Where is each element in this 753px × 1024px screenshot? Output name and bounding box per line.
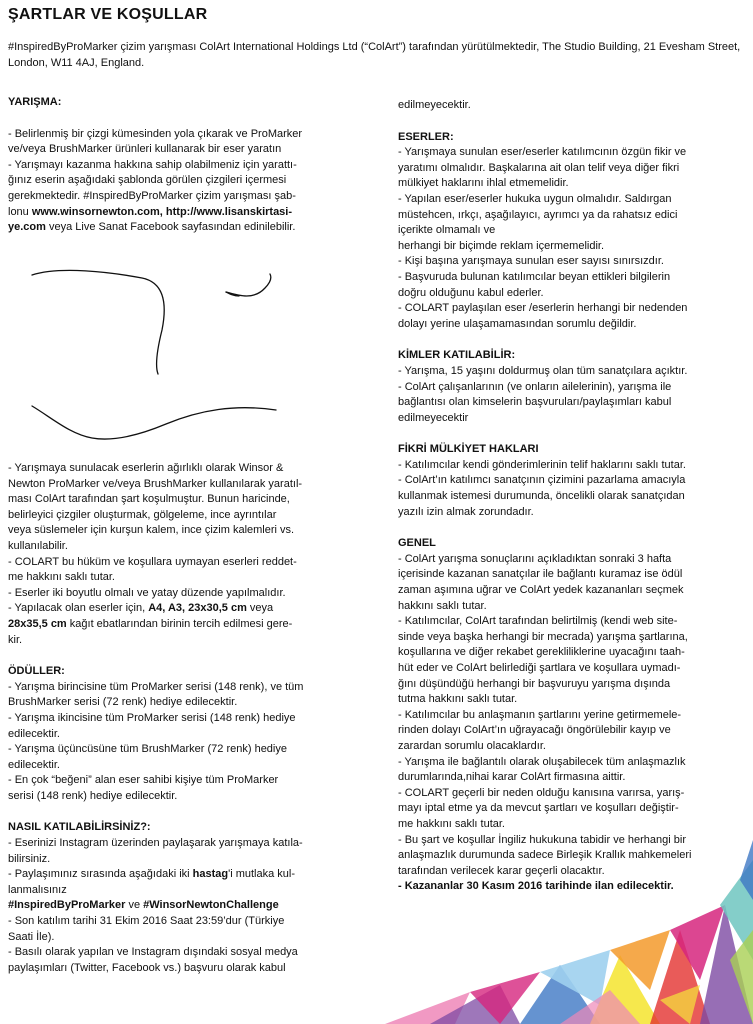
text-line: - Yarışma, 15 yaşını doldurmuş olan tüm sanatçılara açıktır.: [398, 364, 688, 377]
text-line: kir.: [8, 633, 23, 646]
text-line: - COLART bu hüküm ve koşullara uymayan eserleri reddet-: [8, 555, 297, 568]
text-line: edilecektir.: [8, 727, 60, 740]
text-line: - Katılımcılar, ColArt tarafından belirtilmiş (kendi web site-: [398, 615, 678, 628]
text-line: - Katılımcılar bu anlaşmanın şartlarını yerine getirmemele-: [398, 708, 682, 721]
text-line: me hakkını saklı tutar.: [398, 817, 505, 830]
page-title: ŞARTLAR VE KOŞULLAR: [8, 6, 208, 23]
text-line: zaman aşımına uğrar ve ColArt yedek kazananları seçmek: [398, 584, 684, 597]
text-line: tutma hakkını saklı tutar.: [398, 693, 518, 706]
paper-size-text: 28x35,5 cm: [8, 617, 67, 630]
text-line: - Eserler iki boyutlu olmalı ve yatay düzende yapılmalıdır.: [8, 586, 286, 599]
text-line: ğını düşündüğü herhangi bir başvuruyu yarışma dışında: [398, 677, 671, 690]
text-line: ve/veya BrushMarker ürünleri kullanarak bir eser yaratın: [8, 143, 282, 156]
text-line: [8, 617, 338, 633]
text-line: mülkiyet haklarını ihlal etmemelidir.: [398, 177, 569, 190]
text-line: - COLART geçerli bir neden olduğu kanısına varırsa, yarış-: [398, 786, 685, 799]
text-line: - Yarışmaya sunulan eser/eserler katılımcının özgün fikir ve: [398, 146, 687, 159]
text-line: - ColArt çalışanlarının (ve onların ailelerinin), yarışma ile: [398, 380, 672, 393]
left-column-bottom: [8, 461, 338, 976]
text-span: veya: [246, 602, 274, 615]
section-heading-kimler-katilabilir: KİMLER KATILABİLİR:: [398, 349, 516, 362]
section-heading-oduller: ÖDÜLLER:: [8, 665, 65, 678]
text-line: hüt eder ve ColArt belirlediği şartlara ve koşullara uymadı-: [398, 662, 681, 674]
text-line: [8, 867, 338, 883]
text-line: - Bu şart ve koşullar İngiliz hukukuna tabidir ve herhangi bir: [398, 833, 686, 846]
text-line: - Basılı olarak yapılan ve Instagram dışındaki sosyal medya: [8, 946, 298, 959]
website-link-text: www.winsornewton.com, http://www.lisanskirtasi-: [31, 205, 293, 218]
text-line: zarardan sorumlu olacaklardır.: [398, 739, 546, 752]
text-line: ması ColArt tarafından şart koşulmuştur. Bunun haricinde,: [8, 493, 290, 506]
text-line: herhangi bir biçimde reklam içermemelidir.: [398, 239, 605, 252]
section-heading-nasil-katilabilirsiniz: NASIL KATILABİLİRSİNİZ?:: [8, 821, 151, 834]
hashtag-text: #InspiredByProMarker: [8, 899, 126, 912]
text-line: BrushMarker serisi (72 renk) hediye edilecektir.: [8, 696, 238, 709]
winners-announcement: - Kazananlar 30 Kasım 2016 tarihinde ilan edilecektir.: [398, 880, 674, 893]
text-span: lonu: [8, 205, 32, 218]
text-line: anlaşmazlık durumunda sadece Birleşik Krallık mahkemeleri: [398, 849, 692, 862]
text-line: - COLART paylaşılan eser /eserlerin herhangi bir nedenden: [398, 302, 688, 315]
text-line: - Yarışmayı kazanma hakkına sahip olabilmeniz için yarattı-: [8, 158, 297, 171]
text-line: kullanmak istemesi durumunda, öncelikli olarak sanatçıdan: [398, 490, 685, 503]
section-heading-fikri-mulkiyet: FİKRİ MÜLKİYET HAKLARI: [398, 443, 539, 456]
text-line: serisi (148 renk) hediye edilecektir.: [8, 789, 178, 802]
text-line: - ColArt’ın katılımcı sanatçının çizimini pazarlama amacıyla: [398, 474, 686, 487]
text-line: hakkını saklı tutar.: [398, 599, 487, 612]
text-line: içerikte olmamalı ve: [398, 224, 496, 237]
text-line: yazılı izin almak zorundadır.: [398, 505, 534, 518]
text-line: - Başvuruda bulunan katılımcılar beyan ettikleri bilgilerin: [398, 270, 671, 283]
text-line: - Yarışma birincisine tüm ProMarker serisi (148 renk), ve tüm: [8, 680, 304, 693]
text-line: edilecektir.: [8, 758, 60, 771]
intro-paragraph: #InspiredByProMarker çizim yarışması ColArt International Holdings Ltd (“ColArt”) tarafından yürütülmektedir, The Studio Building, 21 Evesham Street, London, W11 4AJ, England.: [8, 41, 741, 69]
text-line: durumlarında,nihai karar ColArt firmasına aittir.: [398, 771, 626, 784]
text-line: [8, 601, 338, 617]
text-line: rinden dolayı ColArt’ın uğrayacağı öngörülebilir kayıp ve: [398, 724, 671, 737]
right-column: [398, 98, 733, 895]
text-line: - Yapılan eser/eserler hukuka uygun olmalıdır. Saldırgan: [398, 192, 672, 205]
text-span: hastag: [192, 868, 229, 881]
text-line: [8, 898, 338, 914]
text-line: gerekmektedir. #InspiredByProMarker çizim yarışması şab-: [8, 189, 296, 202]
template-line-drawing-icon: [30, 238, 280, 448]
text-line: - Eserinizi Instagram üzerinden paylaşarak yarışmaya katıla-: [8, 837, 303, 850]
text-line: edilmeyecektir: [398, 411, 469, 424]
text-line: - ColArt yarışma sonuçlarını açıkladıktan sonraki 3 hafta: [398, 552, 672, 565]
text-line: - Yarışma üçüncüsüne tüm BrushMarker (72 renk) hediye: [8, 743, 287, 756]
section-heading-eserler: ESERLER:: [398, 130, 454, 143]
text-line: ğınız eserin aşağıdaki şablonda görülen çizgileri içermesi: [8, 174, 287, 187]
text-line: lanmalısınız: [8, 883, 67, 896]
text-line: bağlantısı olan kimselerin başvuruları/paylaşımları kabul: [398, 396, 672, 409]
text-line: - Yarışmaya sunulacak eserlerin ağırlıklı olarak Winsor &: [8, 462, 284, 474]
text-line: dolayı yerine ulaşamamasından sorumlu değildir.: [398, 317, 637, 330]
section-heading-genel: GENEL: [398, 537, 436, 550]
text-line: - Son katılım tarihi 31 Ekim 2016 Saat 23:59’dur (Türkiye: [8, 915, 285, 928]
text-span: 'i mutlaka kul-: [228, 868, 296, 881]
text-line: - Belirlenmiş bir çizgi kümesinden yola çıkarak ve ProMarker: [8, 127, 303, 140]
text-line: içerisinde kazanan sanatçılar ile bağlantı kuramaz ise ödül: [398, 568, 683, 581]
paper-size-text: A4, A3, 23x30,5 cm: [148, 602, 247, 615]
section-heading-yarisma: YARIŞMA:: [8, 96, 62, 108]
text-line: sinde veya başka herhangi bir mecrada) yarışma şartlarına,: [398, 630, 688, 643]
text-line: [8, 205, 338, 221]
text-span: - Paylaşımınız sırasında aşağıdaki iki: [8, 868, 193, 881]
website-link-text: ye.com: [8, 221, 46, 234]
text-line: - Katılımcılar kendi gönderimlerinin telif haklarını saklı tutar.: [398, 458, 686, 471]
text-span: kağıt ebatlarından birinin tercih edilmesi gere-: [66, 617, 293, 630]
text-line: mayı iptal etme ya da mevcut şartları ve koşulları değiştir-: [398, 802, 679, 815]
hashtag-text: #WinsorNewtonChallenge: [143, 899, 279, 912]
text-line: Newton ProMarker ve/veya BrushMarker kullanılarak yaratıl-: [8, 477, 303, 490]
text-line: edilmeyecektir.: [398, 99, 471, 111]
text-line: Saati İle).: [8, 930, 55, 943]
text-line: tarafından verilecek karar geçerli olacaktır.: [398, 864, 605, 877]
text-line: koşullarına ve diğer rekabet gerekliliklerine uyacağını taah-: [398, 646, 685, 659]
text-line: belirleyici çizgiler oluşturmak, gölgeleme, ince ayrıntılar: [8, 508, 277, 521]
text-line: [8, 220, 338, 236]
text-line: - Yarışma ikincisine tüm ProMarker serisi (148 renk) hediye: [8, 711, 296, 724]
left-column-top: [8, 95, 338, 236]
text-span: veya Live Sanat Facebook sayfasından edinilebilir.: [45, 221, 296, 234]
text-line: doğru olduğunu kabul ederler.: [398, 286, 544, 299]
text-line: - Yarışma ile bağlantılı olarak oluşabilecek tüm anlaşmazlık: [398, 755, 686, 768]
text-span: - Yapılacak olan eserler için,: [8, 602, 149, 615]
text-line: yaratımı olmalıdır. Başkalarına ait olan telif veya diğer fikri: [398, 161, 680, 174]
text-line: me hakkını saklı tutar.: [8, 571, 115, 584]
text-line: - En çok “beğeni” alan eser sahibi kişiye tüm ProMarker: [8, 774, 279, 787]
text-line: müstehcen, ırkçı, aşağılayıcı, ayrımcı ya da rahatsız edici: [398, 208, 678, 221]
text-span: ve: [125, 899, 144, 912]
text-line: paylaşımları (Twitter, Facebook vs.) başvuru olarak kabul: [8, 961, 286, 974]
text-line: veya süslemeler için kurşun kalem, ince çizim kalemleri vs.: [8, 524, 295, 537]
text-line: bilirsiniz.: [8, 852, 51, 865]
text-line: - Kişi başına yarışmaya sunulan eser sayısı sınırsızdır.: [398, 255, 664, 268]
text-line: kullanılabilir.: [8, 539, 68, 552]
